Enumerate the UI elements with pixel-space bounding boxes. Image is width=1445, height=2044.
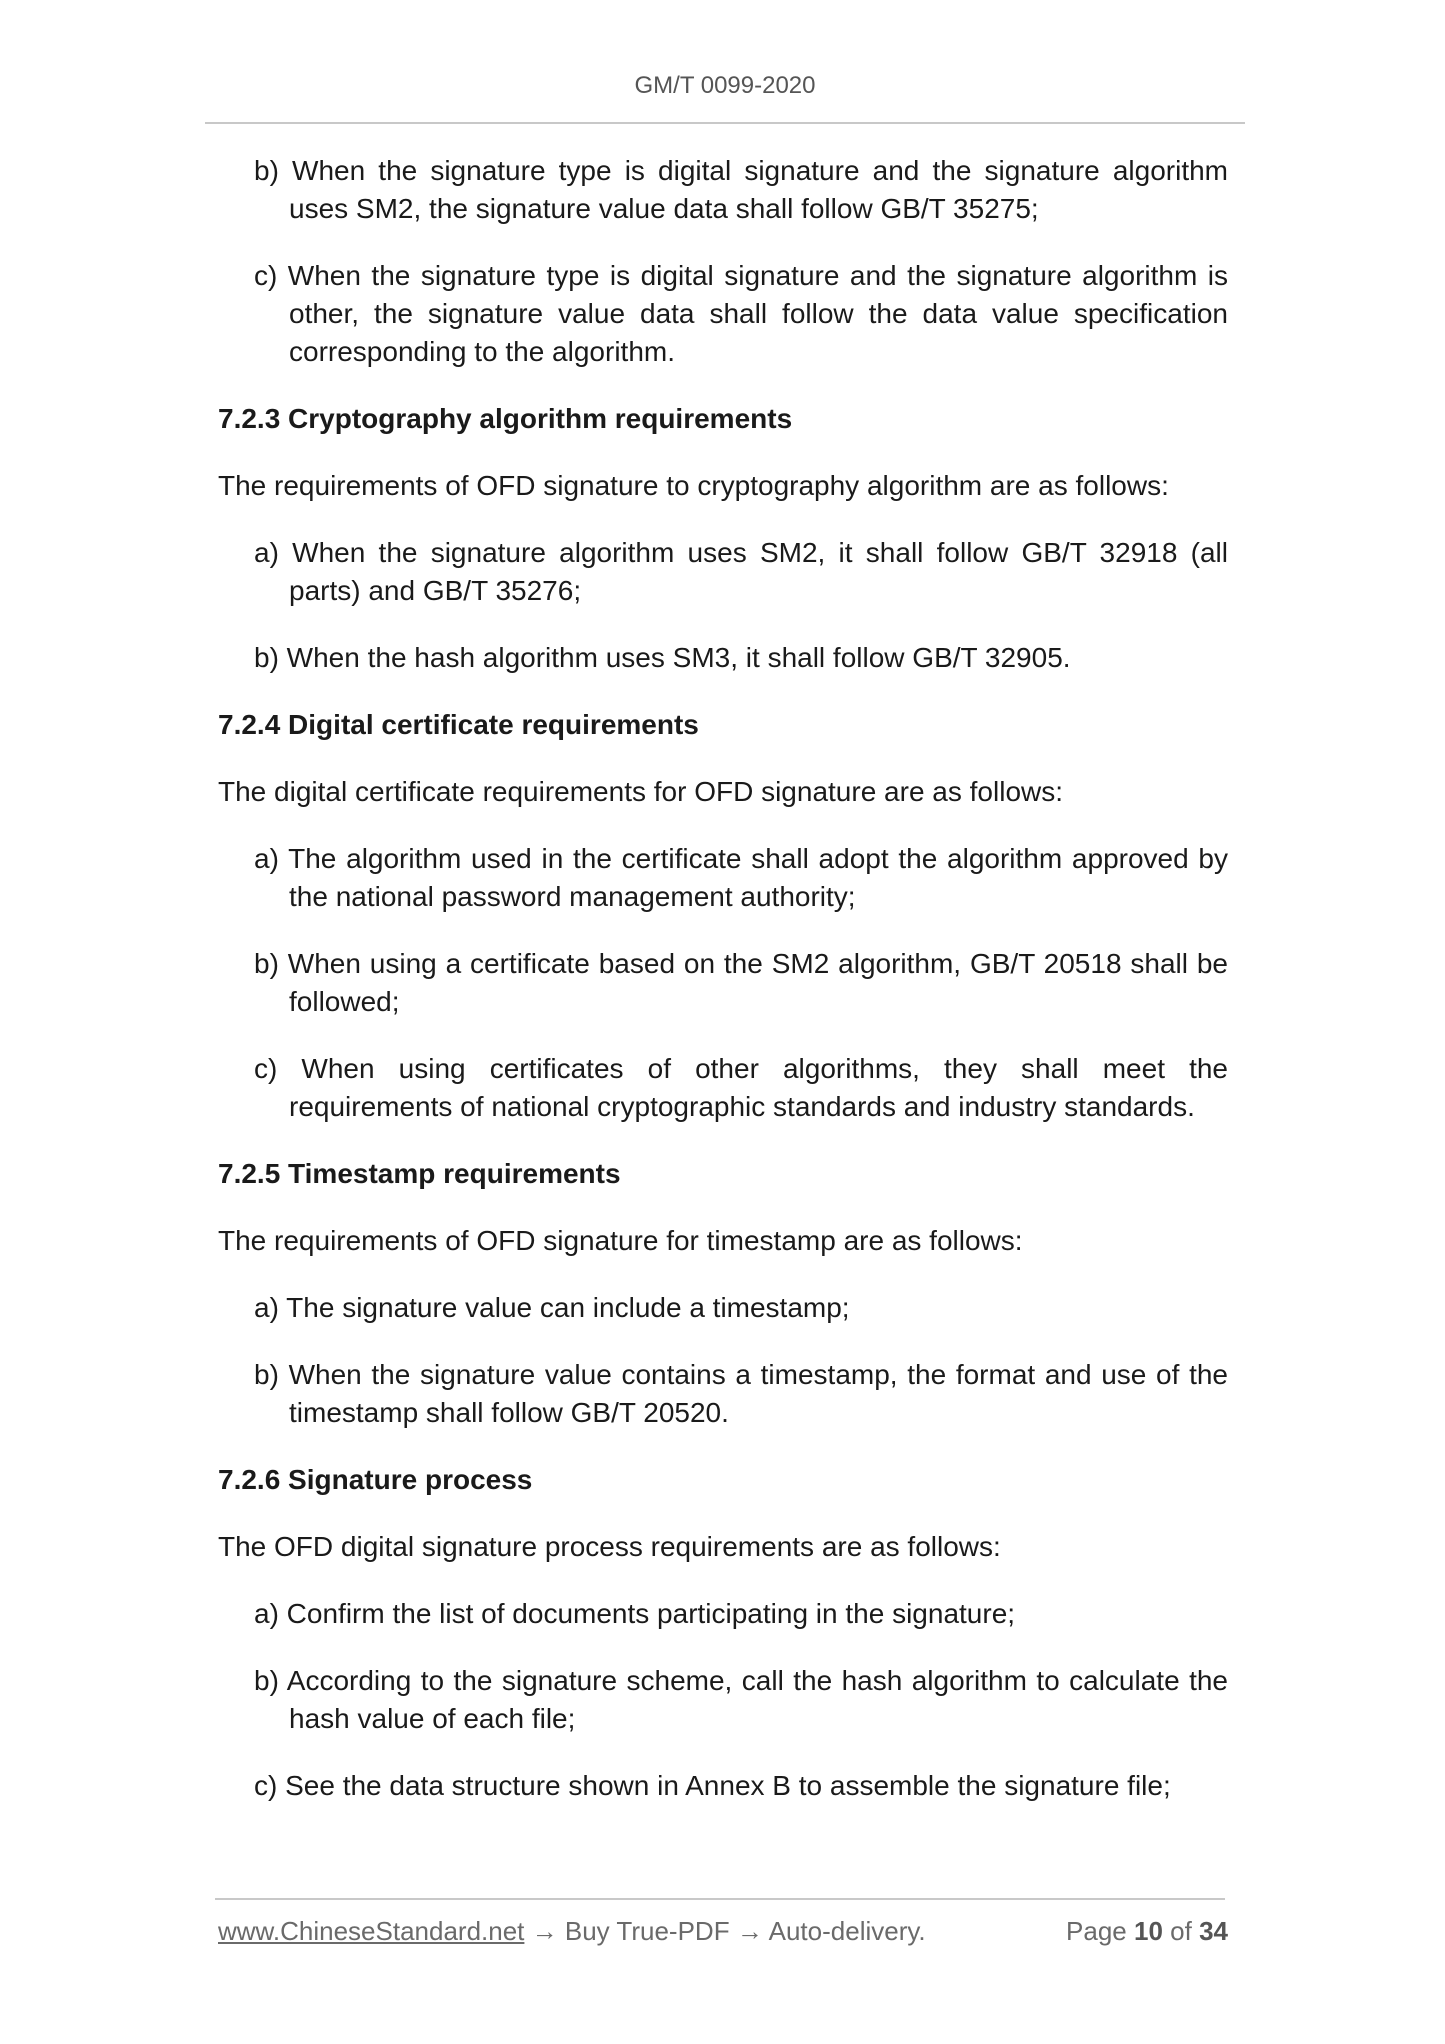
list-item: a) When the signature algorithm uses SM2, it shall follow GB/T 32918 (all parts) and GB/T 35276; [254,537,1228,606]
section-heading-7-2-4: 7.2.4 Digital certificate requirements [218,709,699,740]
footer-divider [215,1898,1225,1900]
page-number: 10 [1134,1916,1163,1946]
list-item: c) When the signature type is digital signature and the signature algorithm is other, the signature value data shall follow the data value specification corresponding to the algorithm. [254,260,1228,367]
section-heading-7-2-6: 7.2.6 Signature process [218,1464,533,1495]
website-link[interactable]: www.ChineseStandard.net [218,1916,525,1946]
page-indicator [1066,1916,1228,1947]
list-item: a) The algorithm used in the certificate shall adopt the algorithm approved by the national password management authority; [254,843,1228,912]
list-item: b) When the signature type is digital signature and the signature algorithm uses SM2, the signature value data shall follow GB/T 35275; [254,155,1228,224]
list-item: b) When the hash algorithm uses SM3, it shall follow GB/T 32905. [254,642,1071,673]
list-item: b) According to the signature scheme, call the hash algorithm to calculate the hash value of each file; [254,1665,1228,1734]
arrow-icon: → [531,1916,558,1946]
of-label: of [1170,1916,1192,1946]
document-code-header: GM/T 0099-2020 [634,72,816,99]
section-intro: The OFD digital signature process requirements are as follows: [218,1531,1001,1562]
total-pages: 34 [1199,1916,1228,1946]
section-intro: The requirements of OFD signature to cryptography algorithm are as follows: [218,470,1169,501]
section-intro: The requirements of OFD signature for timestamp are as follows: [218,1225,1023,1256]
section-heading-7-2-3: 7.2.3 Cryptography algorithm requirements [218,403,793,434]
section-heading-7-2-5: 7.2.5 Timestamp requirements [218,1158,621,1189]
document-body [218,152,1228,1834]
list-item: b) When using a certificate based on the SM2 algorithm, GB/T 20518 shall be followed; [254,948,1228,1017]
header-divider [205,122,1245,124]
arrow-icon: → [736,1916,763,1946]
list-item: b) When the signature value contains a timestamp, the format and use of the timestamp shall follow GB/T 20520. [254,1359,1228,1428]
auto-delivery-text: Auto-delivery. [768,1916,926,1946]
page-label: Page [1066,1916,1127,1946]
buy-true-pdf-text: Buy True-PDF [564,1916,730,1946]
section-intro: The digital certificate requirements for OFD signature are as follows: [218,776,1064,807]
list-item: c) See the data structure shown in Annex B to assemble the signature file; [254,1770,1171,1801]
list-item: c) When using certificates of other algorithms, they shall meet the requirements of national cryptographic standards and industry standards. [254,1053,1228,1122]
footer-promo [218,1916,926,1947]
list-item: a) The signature value can include a timestamp; [254,1292,850,1323]
list-item: a) Confirm the list of documents participating in the signature; [254,1598,1016,1629]
page-footer [218,1916,1228,1950]
